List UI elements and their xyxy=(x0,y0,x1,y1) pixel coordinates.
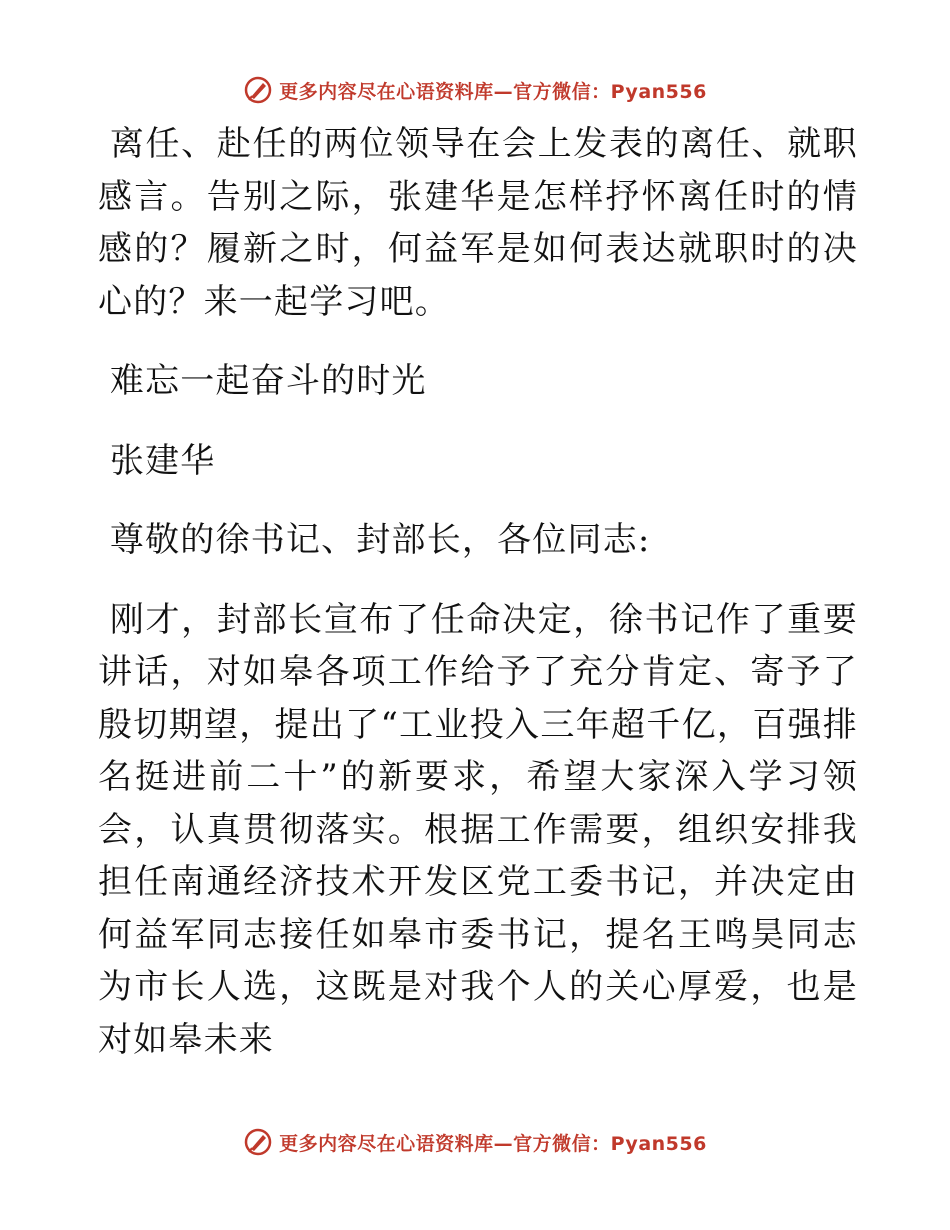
footer-banner xyxy=(0,1122,950,1162)
feather-pen-logo-icon xyxy=(243,1127,273,1157)
header-banner xyxy=(0,70,950,110)
speech-title: 难忘一起奋斗的时光 xyxy=(109,361,427,401)
feather-pen-logo-icon xyxy=(243,75,273,105)
salutation: 尊敬的徐书记、封部长，各位同志: xyxy=(109,520,651,560)
header-banner-text: 更多内容尽在心语资料库—官方微信：Pyan556 xyxy=(279,80,707,103)
footer-banner-text: 更多内容尽在心语资料库—官方微信：Pyan556 xyxy=(279,1132,707,1155)
document-body xyxy=(98,118,858,1066)
intro-paragraph: 离任、赴任的两位领导在会上发表的离任、就职感言。告别之际，张建华是怎样抒怀离任时的情感的？履新之时，何益军是如何表达就职时的决心的？来一起学习吧。 xyxy=(98,124,858,322)
speech-author: 张建华 xyxy=(109,440,216,481)
body-paragraph: 刚才，封部长宣布了任命决定，徐书记作了重要讲话，对如皋各项工作给予了充分肯定、寄予了殷切期望，提出了“工业投入三年超千亿，百强排名挺进前二十”的新要求，希望大家深入学习领会，认真贯彻落实。根据工作需要，组织安排我担任南通经济技术开发区党工委书记，并决定由何益军同志接任如皋市委书记，提名王鸣昊同志为市长人选，这既是对我个人的关心厚爱，也是对如皋未来 xyxy=(98,599,858,1060)
